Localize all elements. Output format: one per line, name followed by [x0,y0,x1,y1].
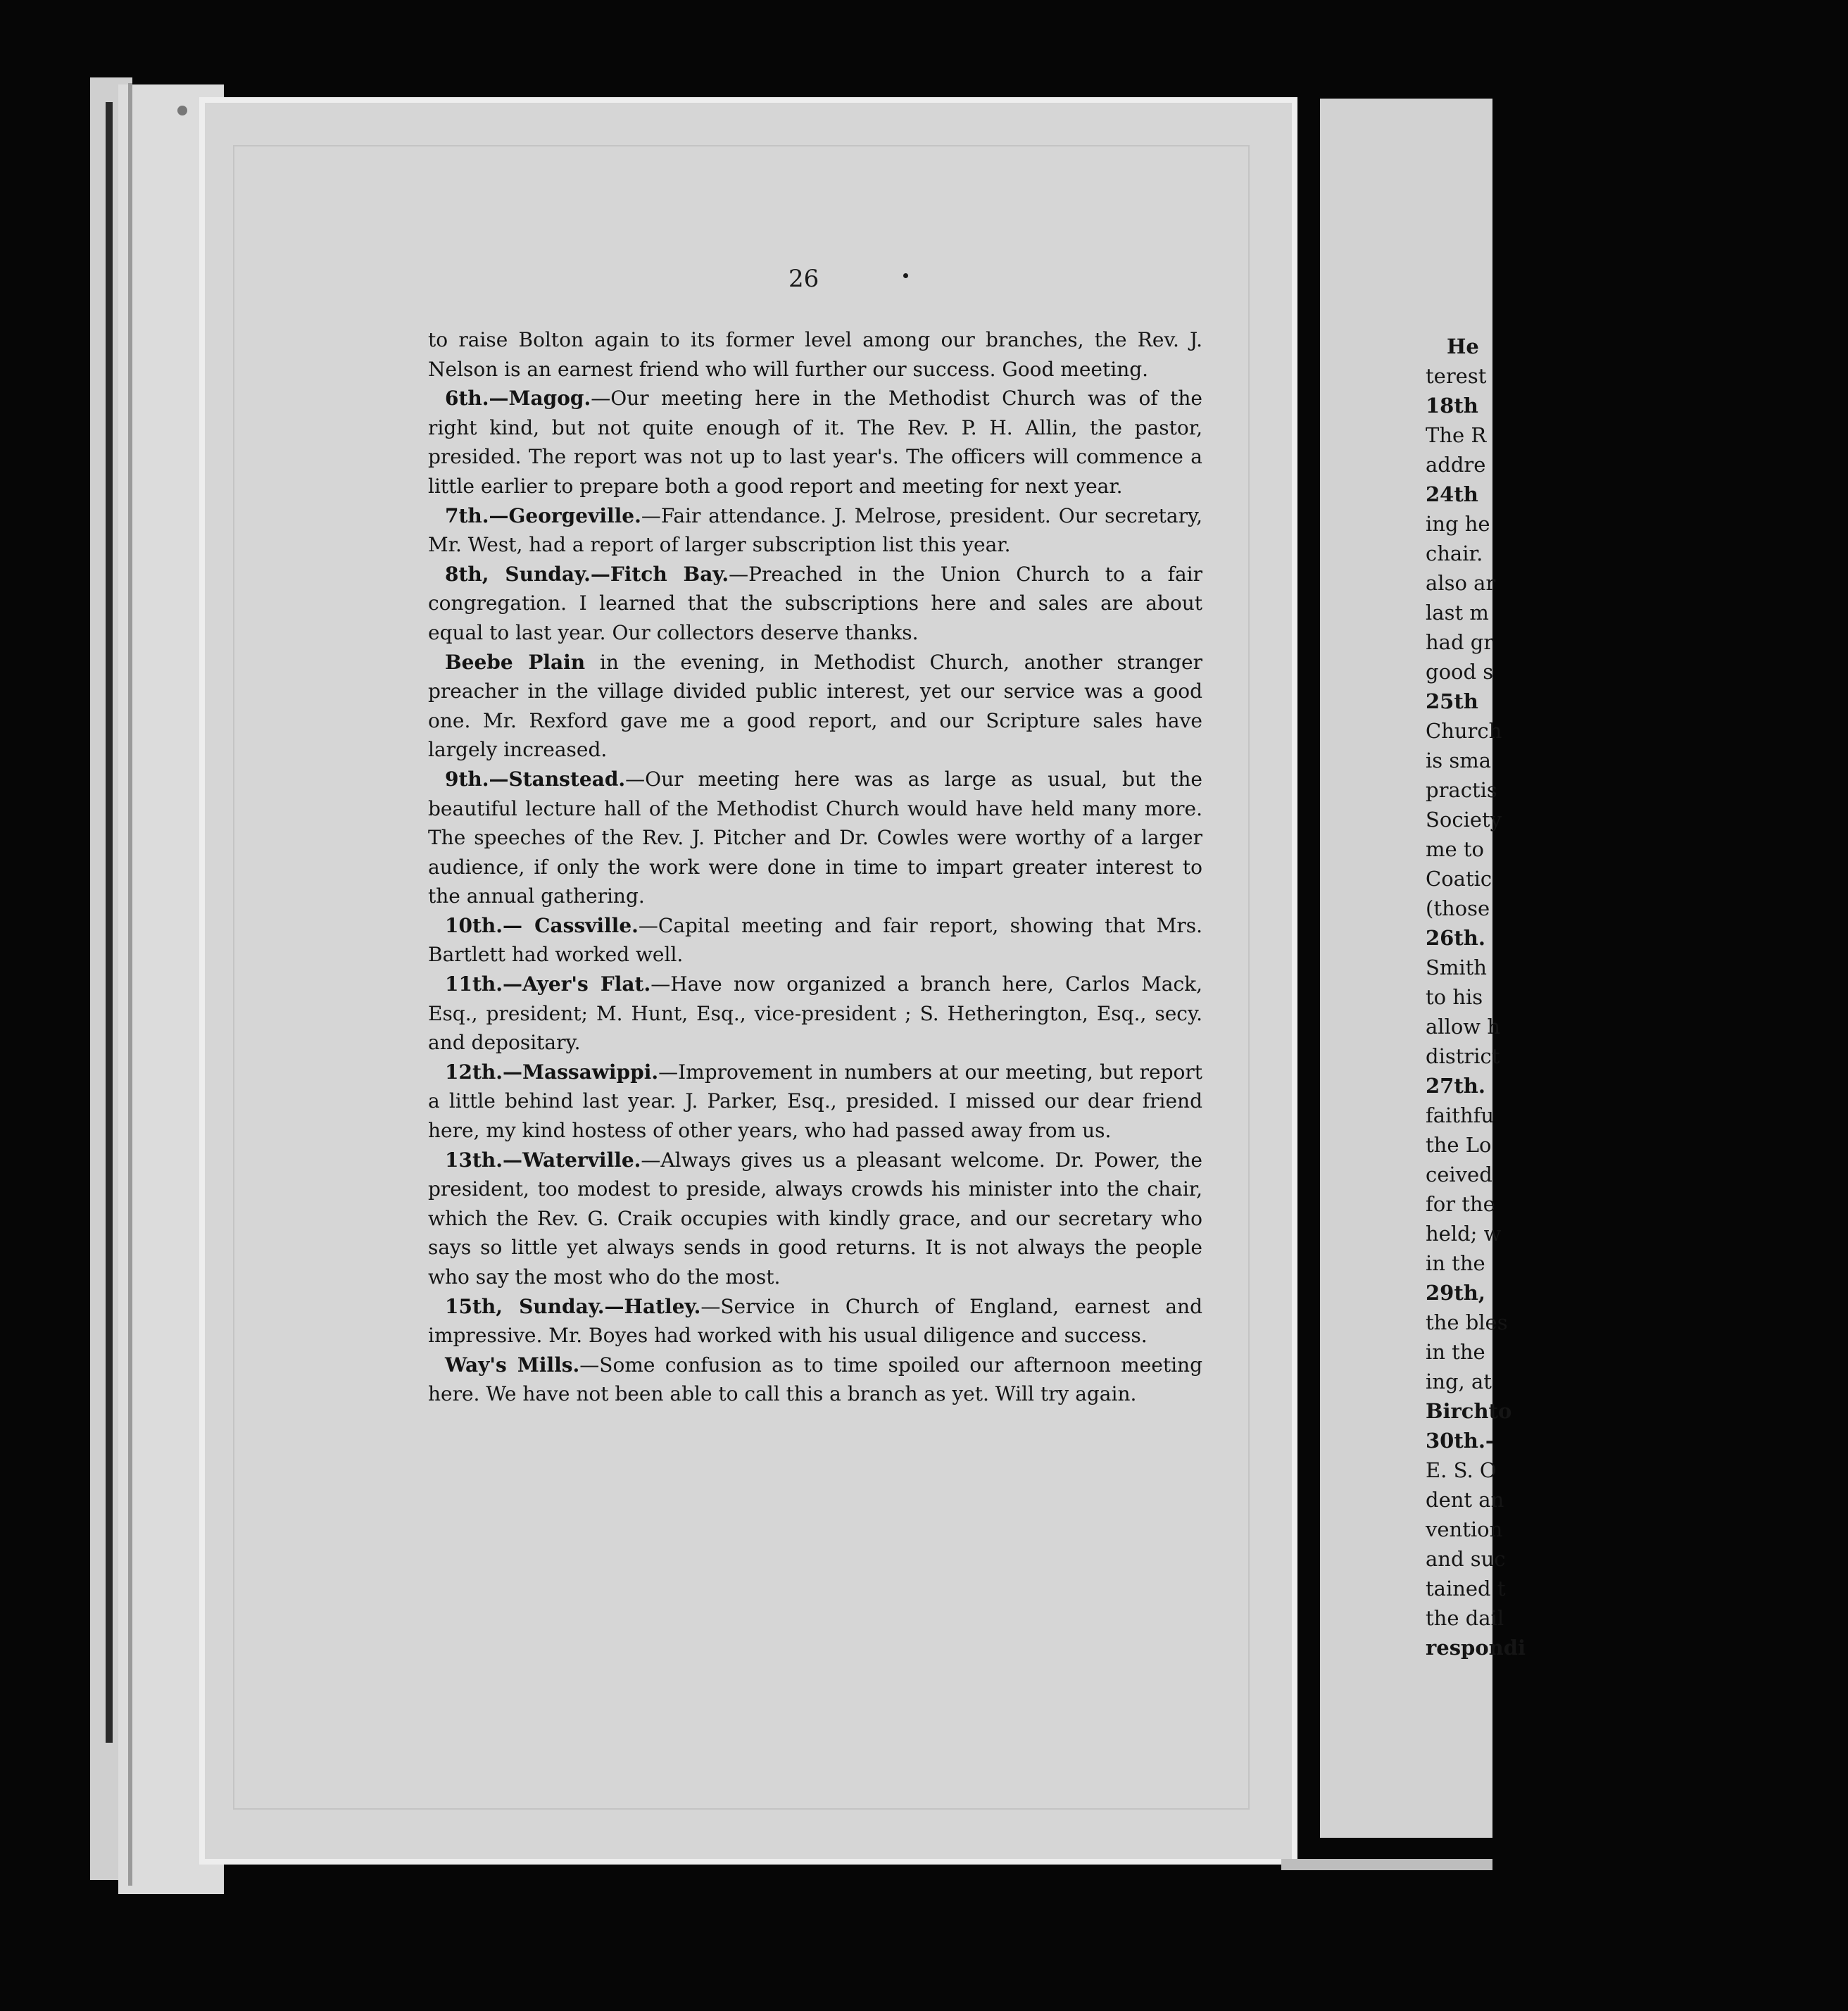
paragraph [428,1351,1202,1409]
facing-page-line: 26th. [1426,926,1485,950]
facing-page-line: 24th [1426,482,1478,506]
facing-page-line: 18th [1426,394,1478,418]
paragraph-heading: 10th.— Cassville. [445,913,639,937]
paragraph-heading: 9th.—Stanstead. [445,767,626,791]
facing-page-line: 30th.- [1426,1429,1494,1453]
facing-page-line: the dail [1426,1606,1504,1630]
page-speck [903,273,908,278]
facing-page-line: the Lo [1426,1133,1492,1157]
facing-page-line: ing, at [1426,1370,1492,1393]
paragraph-text: —Some confusion as to time spoiled our afternoon meeting here. We have not been able to call this a branch as yet. Will try again. [428,1353,1202,1406]
facing-page-line: tained t [1426,1577,1506,1600]
paragraph [428,1058,1202,1146]
facing-page-line: ceived [1426,1163,1492,1186]
facing-page-line: also ar [1426,571,1496,595]
facing-page-line: last m [1426,601,1489,625]
facing-page-line: addre [1426,453,1486,477]
book-edge-line [128,83,132,1886]
paragraph-text: —Our meeting here in the Methodist Church was of the right kind, but not quite enough of it. The Rev. P. H. Allin, the pastor, presided. The report was not up to last year's. The officers will commence a little earlier to prepare both a good report and meeting for next year. [428,387,1202,498]
paragraph [428,1292,1202,1351]
binding-hole [177,106,187,115]
facing-page-line: He [1447,334,1479,358]
facing-page-line: to his [1426,985,1483,1009]
facing-page-line: vention [1426,1517,1503,1541]
facing-page-line: for the [1426,1192,1495,1216]
paragraph-text: in the evening, in Methodist Church, another stranger preacher in the village divided public interest, yet our service was a good one. Mr. Rexford gave me a good report, and our Scripture sales have largely increased. [428,650,1203,762]
paragraph-heading: 8th, Sunday.—Fitch Bay. [445,562,729,586]
facing-page-line: ing he [1426,512,1490,536]
paragraph-heading: 13th.—Waterville. [445,1148,641,1172]
paragraph [428,560,1202,648]
book-edge-shadow [106,102,113,1743]
facing-page-line: had gr [1426,630,1494,654]
facing-page-text [1426,332,1848,1662]
paragraph-heading: Beebe Plain [445,650,586,674]
facing-page-line: Smith [1426,956,1487,979]
paragraph-heading: 12th.—Massawippi. [445,1060,659,1084]
facing-page-line: The R [1426,423,1487,447]
facing-page-line: the bles [1426,1310,1508,1334]
facing-page-line: 25th [1426,689,1478,713]
paragraph [428,648,1202,765]
paragraph-text: to raise Bolton again to its former level among our branches, the Rev. J. Nelson is an earnest friend who will further our success. Good meeting. [428,328,1202,381]
facing-page-line: respondi [1426,1636,1526,1660]
facing-page-line: E. S. O [1426,1458,1497,1482]
paragraph-heading: 15th, Sunday.—Hatley. [445,1294,701,1318]
paragraph-text: —Preached in the Union Church to a fair congregation. I learned that the subscriptions here and sales are about equal to last year. Our collectors deserve thanks. [428,562,1202,644]
paragraph [428,1146,1202,1292]
paragraph [428,501,1202,560]
facing-page-line: chair. [1426,541,1483,565]
paragraph-heading: 7th.—Georgeville. [445,503,641,527]
paragraph [428,384,1202,501]
paragraph-text: —Capital meeting and fair report, showing that Mrs. Bartlett had worked well. [428,913,1202,967]
paragraph-heading: 11th.—Ayer's Flat. [445,972,651,996]
paragraph-text: —Always gives us a pleasant welcome. Dr. Power, the president, too modest to preside, always crowds his minister into the chair, which the Rev. G. Craik occupies with kindly grace, and our secretary who says so little yet always sends in good returns. It is not always the people who say the most who do the most. [428,1148,1202,1289]
paragraph-text: —Have now organized a branch here, Carlos Mack, Esq., president; M. Hunt, Esq., vice-president ; S. Hetherington, Esq., secy. and depositary. [428,972,1202,1055]
facing-page-line: and suc [1426,1547,1506,1571]
paragraph [428,325,1202,384]
facing-page-line: in the [1426,1251,1485,1275]
facing-page-line: Church [1426,719,1502,743]
paragraph [428,911,1202,970]
paragraph-text: —Fair attendance. J. Melrose, president. Our secretary, Mr. West, had a report of larger subscription list this year. [428,503,1202,557]
facing-page-line: Society [1426,808,1502,832]
facing-page-line: Coatic [1426,867,1492,891]
paragraph-text: —Service in Church of England, earnest and impressive. Mr. Boyes had worked with his usual diligence and success. [428,1294,1203,1348]
paragraph [428,765,1202,911]
facing-page-line: me to [1426,837,1484,861]
facing-page-line: allow h [1426,1015,1501,1039]
facing-page-line: 29th, [1426,1281,1485,1305]
facing-page-line: district [1426,1044,1500,1068]
facing-page-line: (those [1426,896,1490,920]
page-number: 26 [788,265,819,293]
paragraph-text: —Our meeting here was as large as usual, but the beautiful lecture hall of the Methodist Church would have held many more. The speeches of the Rev. J. Pitcher and Dr. Cowles were worthy of a larger audience, if only the work were done in time to impart greater interest to the annual gathering. [428,767,1202,908]
paragraph [428,970,1202,1058]
facing-page-line: in the [1426,1340,1485,1364]
facing-page-line: faithfu [1426,1103,1495,1127]
facing-page-line: dent an [1426,1488,1504,1512]
facing-page-line: 27th. [1426,1074,1485,1098]
facing-page [1320,99,1526,1838]
paragraph-heading: Way's Mills. [445,1353,580,1377]
facing-page-bottom-edge [1281,1859,1492,1870]
page-body [428,325,1202,1409]
facing-page-line: practis [1426,778,1497,802]
facing-page-line: terest [1426,364,1487,388]
facing-page-line: is sma [1426,748,1492,772]
paragraph-text: —Improvement in numbers at our meeting, but report a little behind last year. J. Parker, Esq., presided. I missed our dear friend here, my kind hostess of other years, who had passed away from us. [428,1060,1202,1143]
facing-page-line: good s [1426,660,1494,684]
facing-page-line: held; w [1426,1222,1502,1246]
facing-page-line: Birchto [1426,1399,1512,1423]
paragraph-heading: 6th.—Magog. [445,387,591,411]
